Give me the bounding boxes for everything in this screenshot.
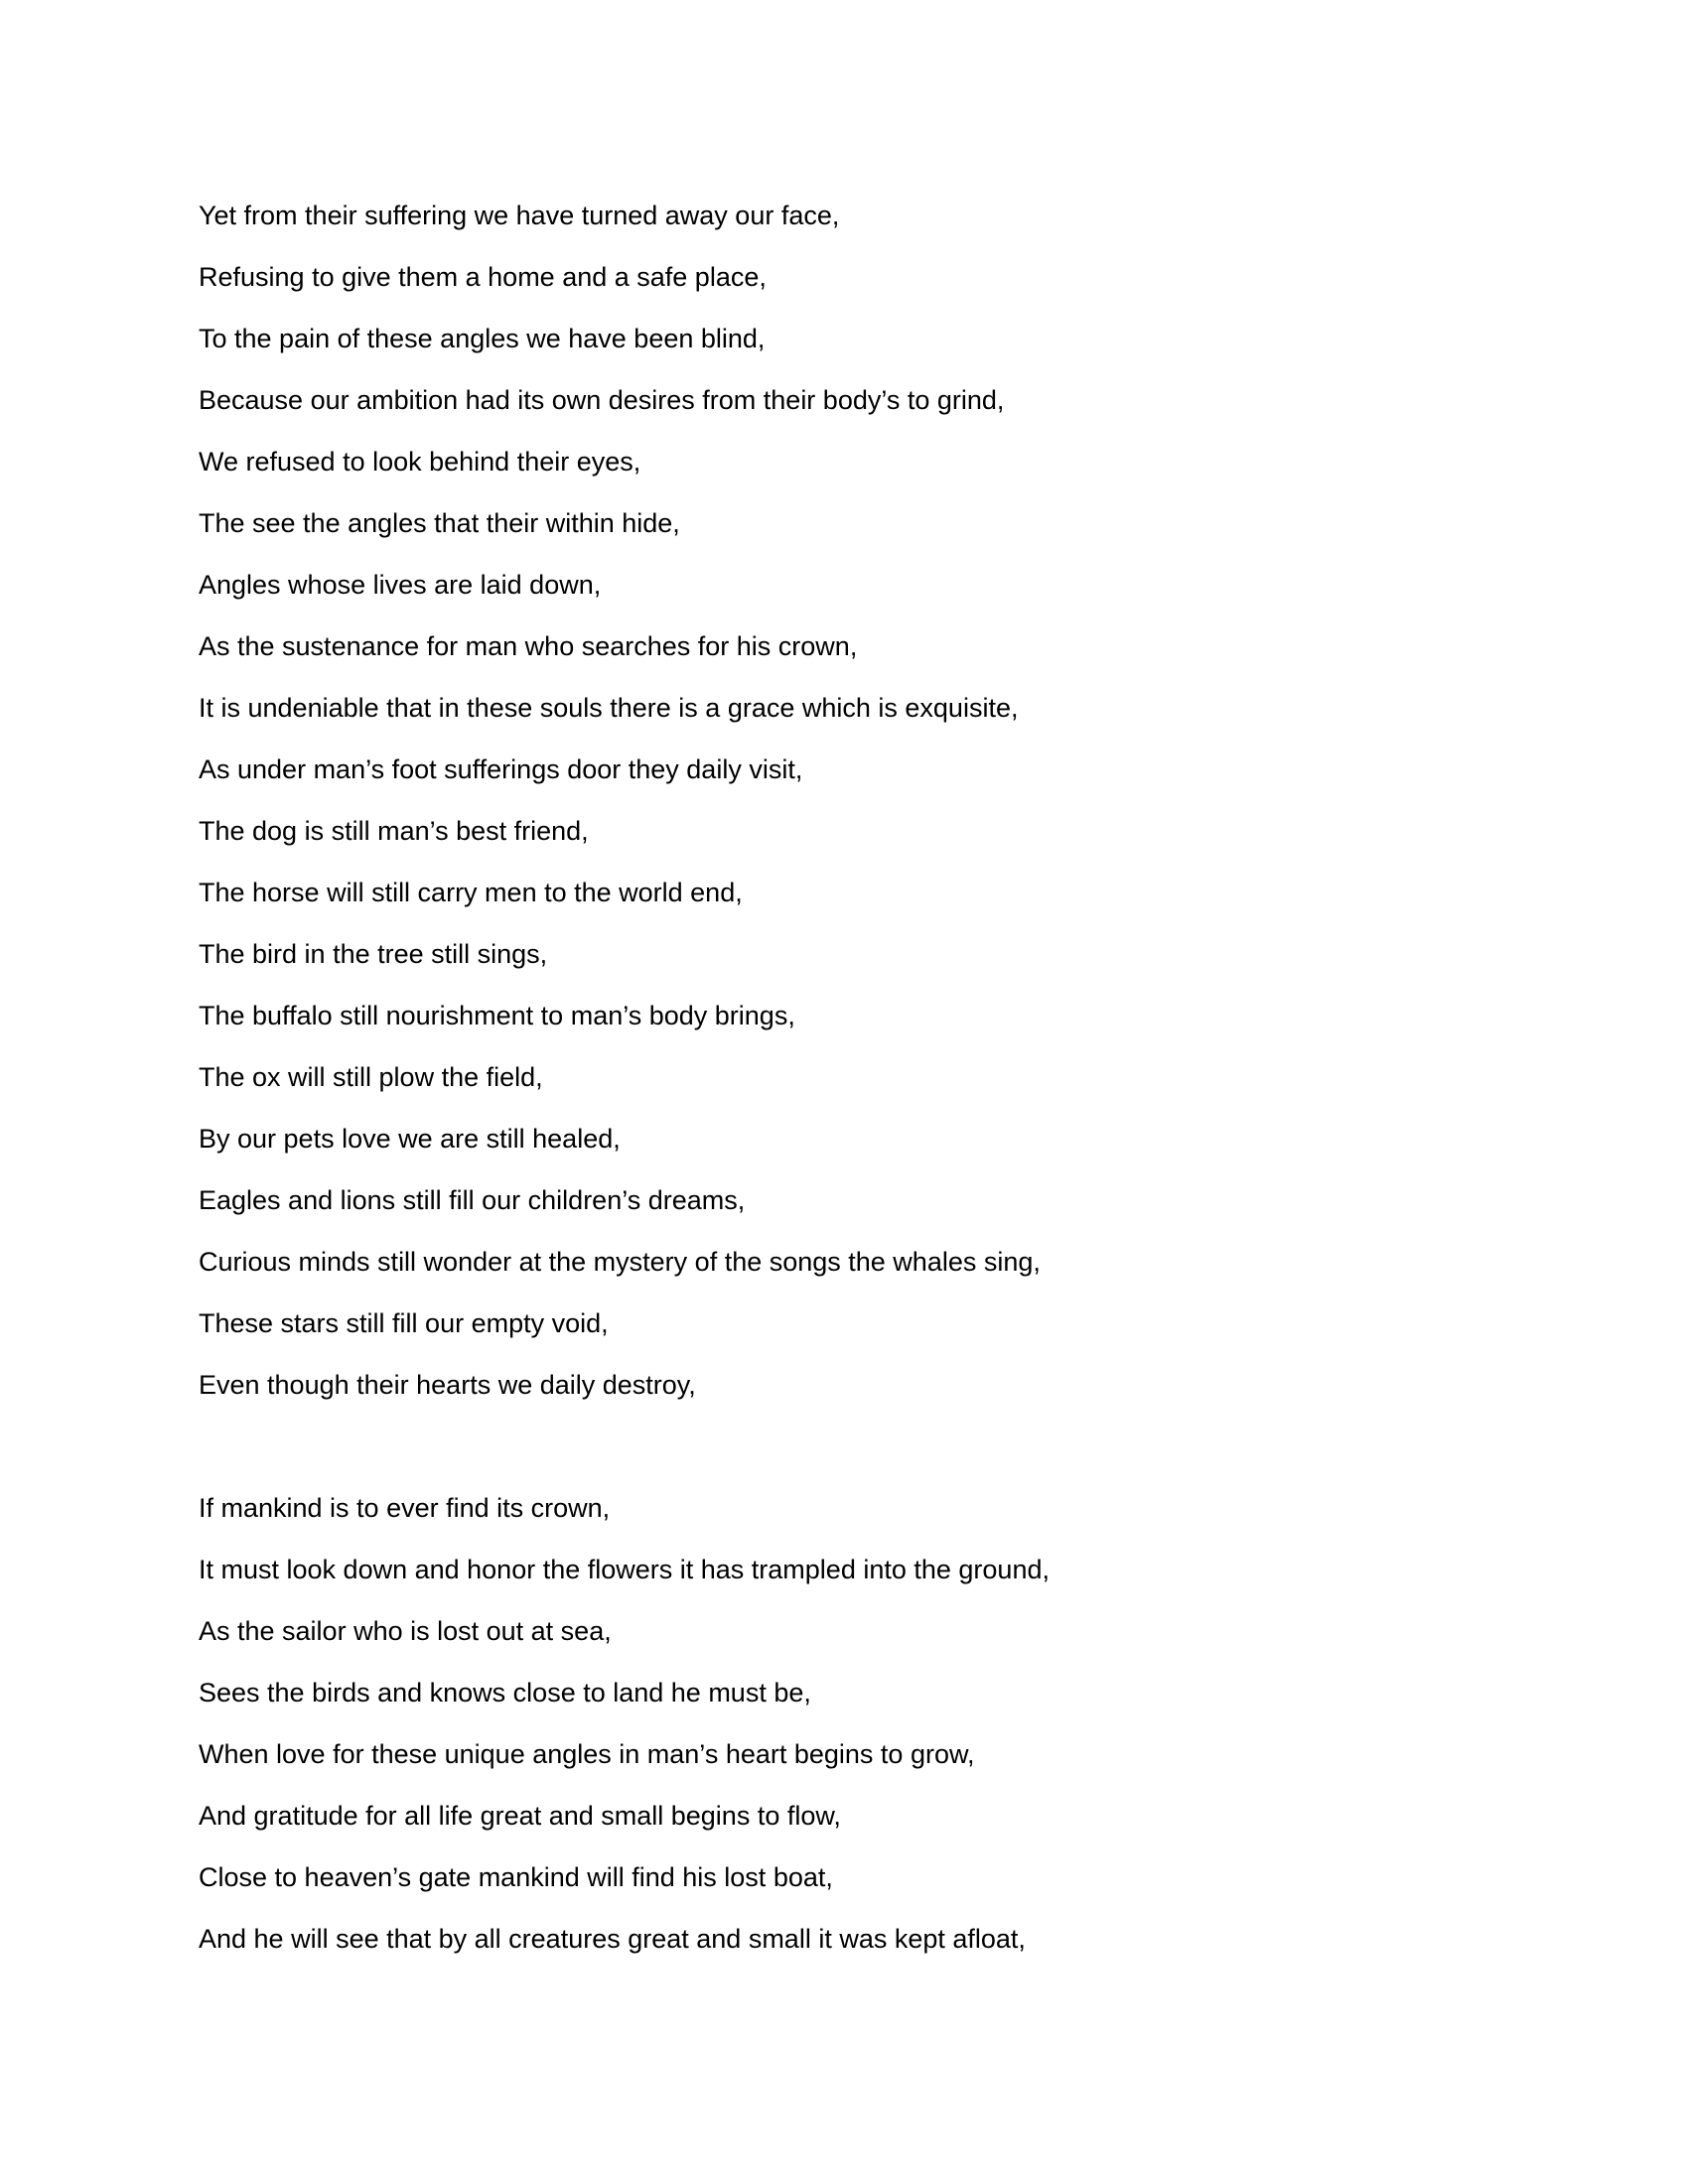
poem-line: Yet from their suffering we have turned away our face,	[199, 201, 840, 230]
poem-line: Eagles and lions still fill our children’s dreams,	[199, 1185, 746, 1215]
poem-line: It must look down and honor the flowers it has trampled into the ground,	[199, 1555, 1050, 1584]
poem-line: And gratitude for all life great and small begins to flow,	[199, 1801, 841, 1831]
poem-line: Because our ambition had its own desires from their body’s to grind,	[199, 385, 1005, 415]
poem-line: And he will see that by all creatures great and small it was kept afloat,	[199, 1924, 1026, 1954]
poem-line: As the sailor who is lost out at sea,	[199, 1616, 612, 1646]
poem-line: These stars still fill our empty void,	[199, 1308, 609, 1338]
poem-line: It is undeniable that in these souls there is a grace which is exquisite,	[199, 693, 1019, 723]
poem-line: The horse will still carry men to the world end,	[199, 878, 743, 907]
poem-line: By our pets love we are still healed,	[199, 1124, 621, 1154]
poem-line: If mankind is to ever find its crown,	[199, 1493, 611, 1523]
poem-line: When love for these unique angles in man’s heart begins to grow,	[199, 1739, 975, 1769]
poem-line: Refusing to give them a home and a safe place,	[199, 262, 767, 292]
poem-line: The buffalo still nourishment to man’s body brings,	[199, 1001, 795, 1030]
poem-line: Close to heaven’s gate mankind will find his lost boat,	[199, 1862, 833, 1892]
poem-line: The ox will still plow the field,	[199, 1062, 543, 1092]
poem-line: Curious minds still wonder at the mystery of the songs the whales sing,	[199, 1247, 1041, 1277]
poem-line: Angles whose lives are laid down,	[199, 570, 602, 600]
poem-line: Even though their hearts we daily destroy,	[199, 1370, 696, 1400]
poem-line: The bird in the tree still sings,	[199, 939, 548, 969]
poem-line: As under man’s foot sufferings door they daily visit,	[199, 754, 803, 784]
poem-line: Sees the birds and knows close to land he must be,	[199, 1678, 811, 1707]
poem-line: The dog is still man’s best friend,	[199, 816, 589, 846]
poem-line: As the sustenance for man who searches for his crown,	[199, 631, 858, 661]
poem-line: The see the angles that their within hide,	[199, 508, 680, 538]
poem-line: We refused to look behind their eyes,	[199, 447, 641, 477]
poem-line: To the pain of these angles we have been blind,	[199, 324, 766, 353]
